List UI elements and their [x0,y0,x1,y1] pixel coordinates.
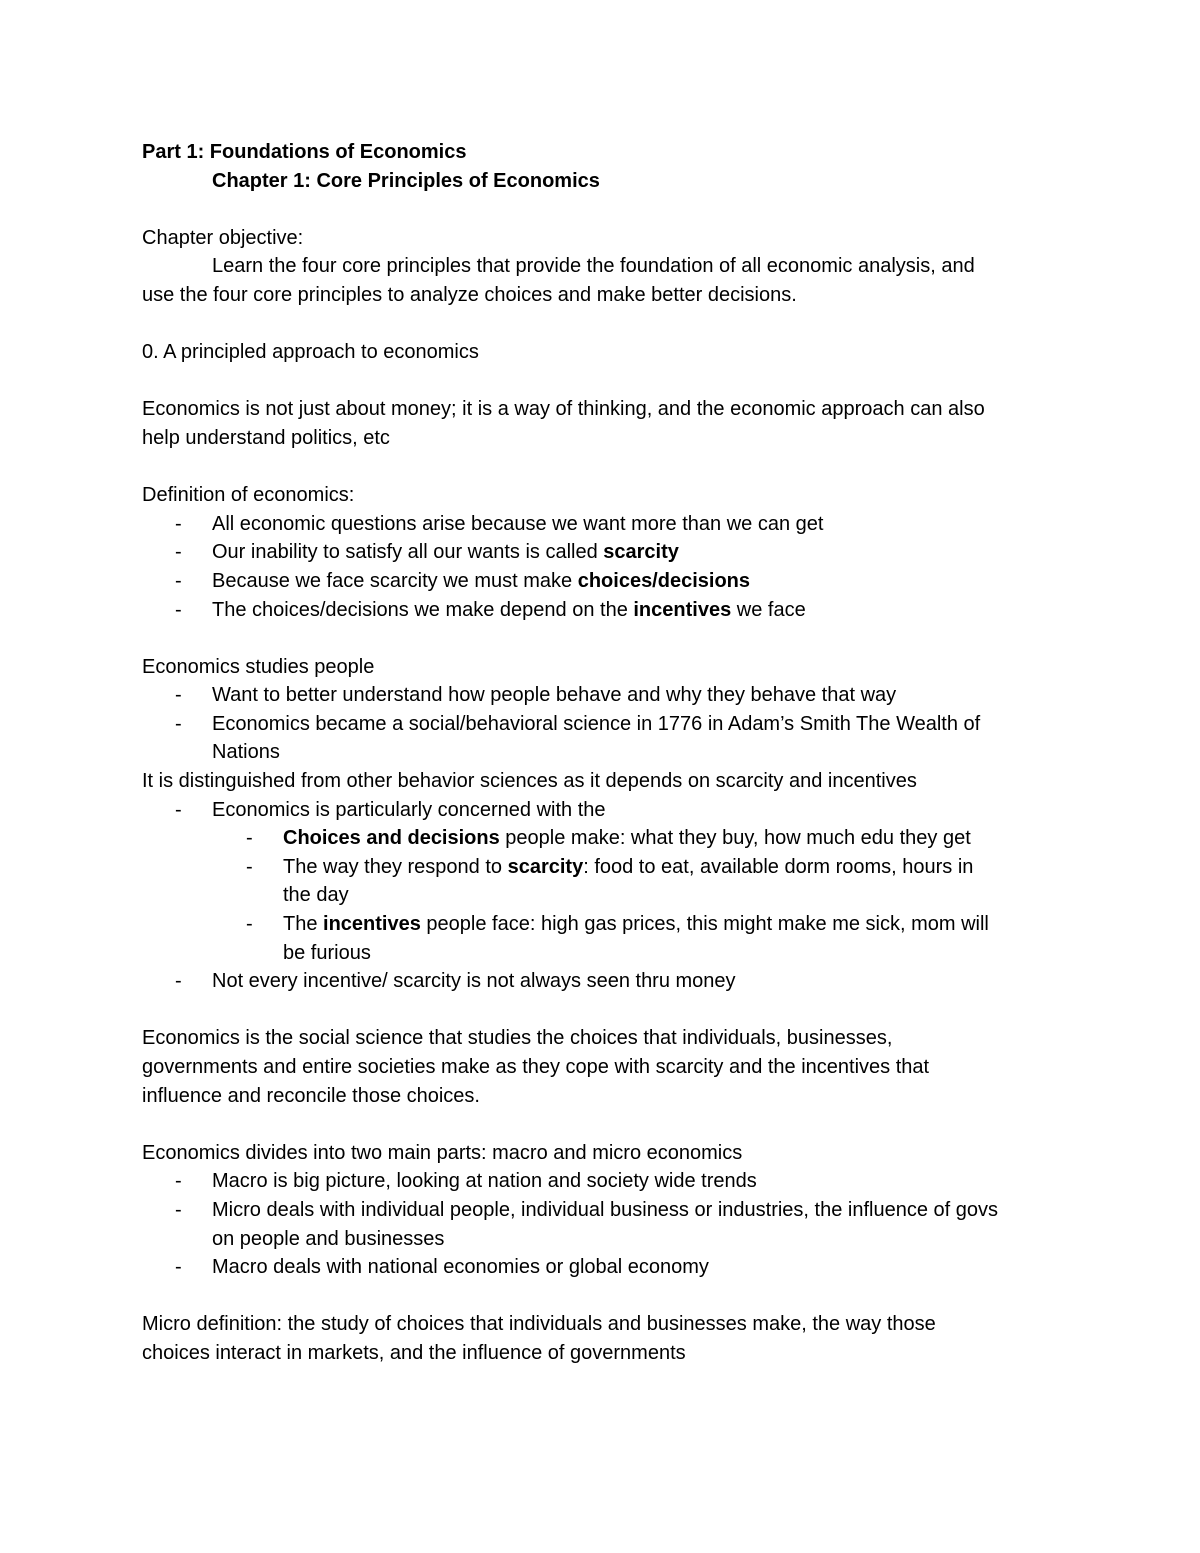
text-run: The way they respond to [283,855,508,878]
dash-bullet: - [175,569,182,592]
spacer [142,453,1072,482]
dash-bullet: - [246,855,253,878]
text-run: we face [731,598,806,621]
list-item-text [212,567,1072,596]
text-run: be furious [283,941,371,964]
dash-bullet: - [175,1170,182,1193]
paragraph-line: Micro definition: the study of choices that individuals and businesses make, the way those [142,1313,936,1336]
dash-bullet: - [175,598,182,621]
part-title: Part 1: Foundations of Economics [142,141,467,163]
chapter-title: Chapter 1: Core Principles of Economics [212,169,600,192]
list-item [142,1196,1072,1253]
spacer [142,367,1072,396]
concerns-list [142,796,1072,996]
list-item [142,1253,1072,1282]
list-item [142,796,1072,825]
list-item [142,596,1072,625]
dash-bullet: - [175,512,182,535]
list-item [142,510,1072,539]
list-item-text: All economic questions arise because we want more than we can get [212,512,824,535]
bold-term: incentives [633,598,732,621]
paragraph-line: It is distinguished from other behavior sciences as it depends on scarcity and incentives [142,770,917,793]
paragraph-line: choices interact in markets, and the influence of governments [142,1341,686,1364]
text-run: Our inability to satisfy all our wants is called [212,541,604,564]
spacer [142,1282,1072,1311]
paragraph-line: help understand politics, etc [142,426,390,449]
dash-bullet: - [175,1256,182,1279]
dash-bullet: - [175,684,182,707]
document-page [142,138,1072,1368]
paragraph-line: Economics is not just about money; it is a way of thinking, and the economic approach can also [142,398,985,421]
list-item-text [283,910,1072,967]
studies-list [142,681,1072,767]
spacer [142,310,1072,339]
text-run: Nations [212,741,280,764]
list-item [142,1167,1072,1196]
list-item [142,567,1072,596]
text-run: The [283,913,324,936]
section-heading: 0. A principled approach to economics [142,341,479,364]
text-run: people make: what they buy, how much edu they get [499,827,971,850]
objective-label: Chapter objective: [142,226,304,249]
paragraph-line: influence and reconcile those choices. [142,1084,480,1107]
list-item-text [212,710,1072,767]
definition-list [142,510,1072,624]
paragraph-line: governments and entire societies make as they cope with scarcity and the incentives that [142,1056,930,1078]
dash-bullet: - [175,541,182,564]
list-item-text: Macro deals with national economies or global economy [212,1256,709,1279]
dash-bullet: - [175,798,182,821]
spacer [142,1110,1072,1139]
text-run: Micro deals with individual people, individual business or industries, the influence of govs [212,1198,998,1221]
bold-term: choices/decisions [577,569,750,592]
text-run: the day [283,884,349,907]
text-run: people face: high gas prices, this might make me sick, mom will [420,913,989,936]
text-run: The choices/decisions we make depend on the [212,598,634,621]
list-item-text: Not every incentive/ scarcity is not always seen thru money [212,970,736,993]
bold-term: incentives [323,913,421,936]
objective-text-line-1: Learn the four core principles that provide the foundation of all economic analysis, and [212,255,975,278]
bold-term: scarcity [507,855,584,878]
sub-list-item [142,853,1072,910]
list-item-text [212,538,1072,567]
bold-term: scarcity [603,541,679,564]
list-item-text: Macro is big picture, looking at nation and society wide trends [212,1170,757,1193]
studies-label: Economics studies people [142,655,375,678]
list-item [142,681,1072,710]
list-item-text: Economics is particularly concerned with the [212,798,606,821]
text-run: : food to eat, available dorm rooms, hours in [583,855,974,878]
text-run: Because we face scarcity we must make [212,569,578,592]
list-item-text [283,853,1072,910]
paragraph-line: Economics is the social science that studies the choices that individuals, businesses, [142,1027,893,1050]
divides-label: Economics divides into two main parts: macro and micro economics [142,1141,743,1164]
definition-label: Definition of economics: [142,484,355,507]
list-item [142,538,1072,567]
spacer [142,996,1072,1025]
list-item [142,710,1072,767]
divides-list [142,1167,1072,1281]
dash-bullet: - [175,970,182,993]
dash-bullet: - [246,913,253,936]
sub-list-item [142,824,1072,853]
dash-bullet: - [175,1198,182,1221]
bold-term: Choices and decisions [283,827,500,850]
list-item-text [212,596,1072,625]
spacer [142,195,1072,224]
dash-bullet: - [175,712,182,735]
list-item-text [212,1196,1072,1253]
text-run: Economics became a social/behavioral science in 1776 in Adam’s Smith The Wealth of [212,712,981,735]
list-item-text [283,824,1072,853]
objective-text-line-2: use the four core principles to analyze choices and make better decisions. [142,283,797,306]
list-item [142,967,1072,996]
list-item-text: Want to better understand how people behave and why they behave that way [212,684,897,707]
sub-list-item [142,910,1072,967]
text-run: on people and businesses [212,1227,445,1250]
dash-bullet: - [246,827,253,850]
spacer [142,624,1072,653]
